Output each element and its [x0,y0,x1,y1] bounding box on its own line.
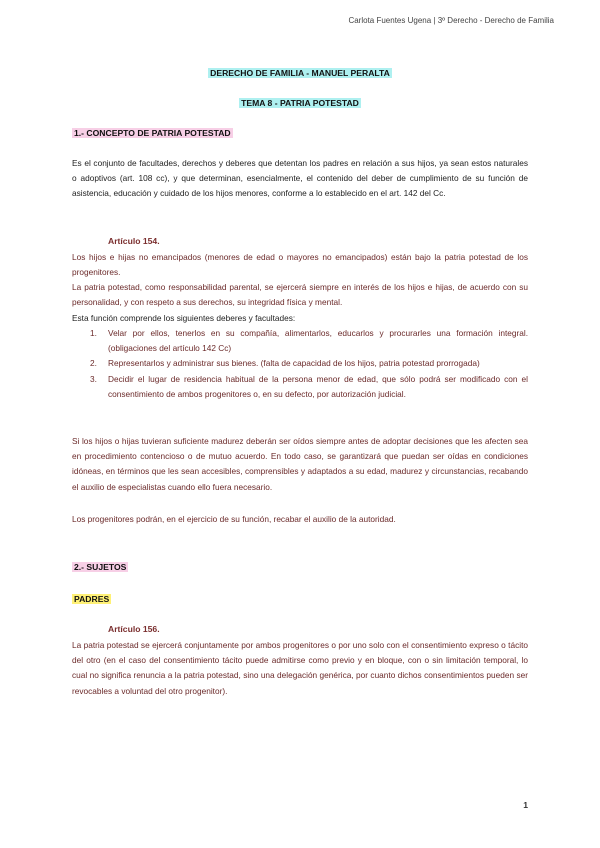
section-2-heading [72,562,128,572]
article-154-paragraph-3: Esta función comprende los siguientes deberes y facultades: [72,313,296,323]
topic-title-text: TEMA 8 - PATRIA POTESTAD [241,98,359,108]
list-item [72,326,528,356]
list-item-text: Decidir el lugar de residencia habitual de la persona menor de edad, que sólo podrá ser modificado con el consentimiento de ambos progenitores o, en su defecto, por autorización judicial. [108,373,528,399]
list-item-number: 3. [90,373,97,384]
parents-subheading [72,594,111,604]
article-156-label: Artículo 156. [108,624,160,634]
main-title [0,68,600,78]
list-item [72,356,528,371]
section-2-heading-text: 2.- SUJETOS [74,562,127,572]
list-item-number: 2. [90,358,97,369]
page-number: 1 [523,800,528,810]
list-item-number: 1. [90,328,97,338]
parents-subheading-text: PADRES [74,594,110,604]
main-title-text: DERECHO DE FAMILIA - MANUEL PERALTA [210,68,390,78]
duties-list [72,326,528,402]
section-1-heading [72,128,233,138]
article-154-paragraph-1: Los hijos e hijas no emancipados (menores de edad o mayores no emancipados) están bajo la patria potestad de los progenitores. [72,252,528,278]
section-1-heading-text: 1.- CONCEPTO DE PATRIA POTESTAD [74,128,231,138]
article-156-paragraph: La patria potestad se ejercerá conjuntamente por ambos progenitores o por uno solo con el consentimiento expreso o tácito del otro (en el caso del consentimiento tácito puede admitirse como previo y en bloque, con o sin limitación temporal, lo cual no significa renuncia a la patria potestad, sino una delegación genérica, por cuanto dichos consentimientos pueden ser revocables a voluntad del otro progenitor). [72,640,528,696]
list-item-text: Representarlos y administrar sus bienes. (falta de capacidad de los hijos, patria potestad prorrogada) [108,358,480,369]
section-1-intro: Es el conjunto de facultades, derechos y deberes que detentan los padres en relación a sus hijos, ya sean estos naturales o adoptivos (art. 108 cc), y que determinan, esencialmente, el contenido del deber de cumplimiento de su función de asistencia, educación y cuidado de los hijos menores, conforme a lo establecido en el art. 142 del Cc. [72,158,528,199]
list-item [72,372,528,402]
list-item-text: Velar por ellos, tenerlos en su compañía, alimentarlos, educarlos y procurarles una formación integral. (obligaciones del artículo 142 Cc) [108,328,528,354]
article-154-paragraph-2: La patria potestad, como responsabilidad parental, se ejercerá siempre en interés de los hijos e hijas, de acuerdo con su personalidad, y con respeto a sus derechos, su integridad física y mental. [72,282,528,308]
running-header: Carlota Fuentes Ugena | 3º Derecho - Derecho de Familia [348,16,554,25]
article-154-paragraph-4: Si los hijos o hijas tuvieran suficiente madurez deberán ser oídos siempre antes de adoptar decisiones que les afecten sea en procedimiento contencioso o de mutuo acuerdo. En todo caso, se garantizará que puedan ser oídas en condiciones idóneas, en términos que les sean accesibles, comprensibles y adaptados a su edad, madurez y circunstancias, recabando el auxilio de especialistas cuando ello fuera necesario. [72,436,528,492]
article-154-paragraph-5: Los progenitores podrán, en el ejercicio de su función, recabar el auxilio de la autoridad. [72,514,396,524]
topic-title [0,98,600,108]
article-154-label: Artículo 154. [108,236,160,246]
